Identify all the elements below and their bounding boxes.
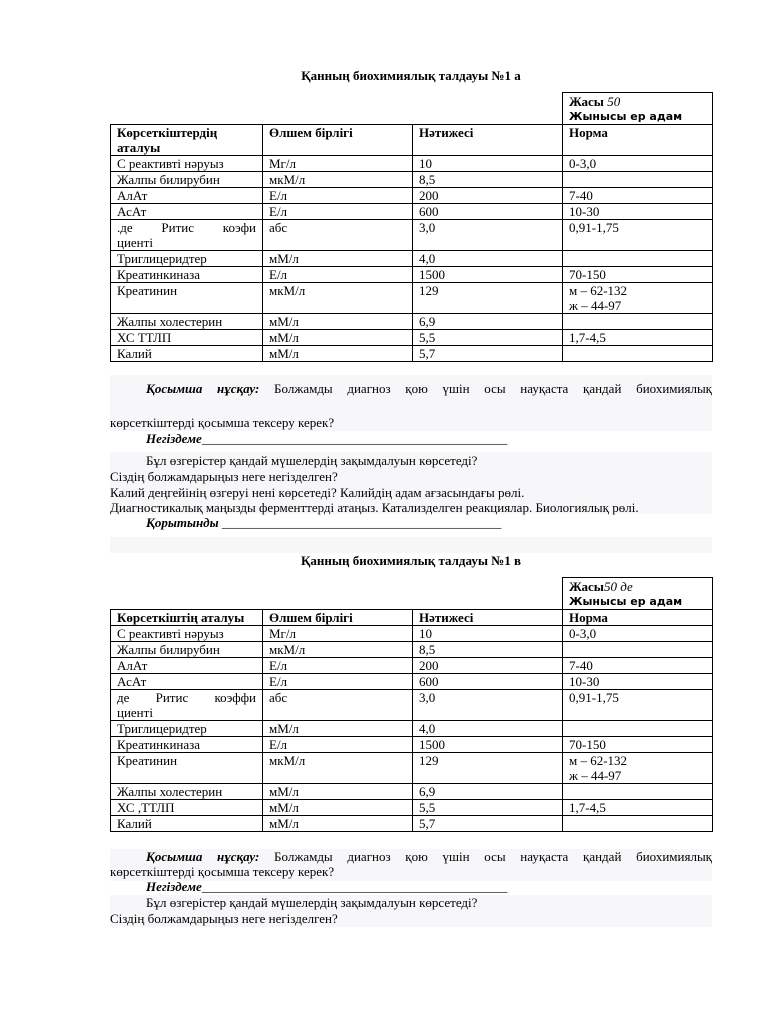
section-a-question-2: Сіздің болжамдарыңыз неге негізделген? [110, 469, 338, 484]
sex-field: Жынысы ер адам [569, 595, 683, 608]
table-row [111, 93, 713, 125]
section-b-table [110, 577, 713, 832]
section-a-task-cont: көрсеткіштерді қосымша тексеру керек? [110, 415, 335, 430]
norm: 7-40 [563, 658, 713, 674]
norm [563, 721, 713, 737]
norm: 0,91-1,75 [563, 690, 713, 721]
unit: Е/л [263, 204, 413, 220]
table-row [111, 578, 713, 610]
section-b-question-1: Бұл өзгерістер қандай мүшелердің зақымдалуын көрсетеді? [146, 895, 478, 910]
table-row [111, 156, 713, 172]
result: 6,9 [413, 314, 563, 330]
unit: мМ/л [263, 784, 413, 800]
norm: 7-40 [563, 188, 713, 204]
table-row [111, 204, 713, 220]
result: 129 [413, 283, 563, 314]
norm: 10-30 [563, 674, 713, 690]
table-row [111, 626, 713, 642]
result: 5,5 [413, 800, 563, 816]
norm [563, 642, 713, 658]
indicator-name: Триглицеридтер [111, 721, 263, 737]
unit: мкМ/л [263, 283, 413, 314]
indicator-name: ХС ,ТТЛП [111, 800, 263, 816]
table-row [111, 267, 713, 283]
norm: м – 62-132 ж – 44-97 [563, 283, 713, 314]
table-row [111, 816, 713, 832]
table-row [111, 800, 713, 816]
age-field: Жасы50 де [569, 579, 633, 594]
indicator-name: С реактивті нәруыз [111, 156, 263, 172]
age-field: Жасы 50 [569, 94, 621, 109]
result: 8,5 [413, 172, 563, 188]
table-row [111, 737, 713, 753]
indicator-name: Калий [111, 816, 263, 832]
norm: 0-3,0 [563, 156, 713, 172]
norm [563, 314, 713, 330]
unit: Мг/л [263, 156, 413, 172]
unit: абс [263, 220, 413, 251]
indicator-name: Жалпы холестерин [111, 314, 263, 330]
unit: мМ/л [263, 800, 413, 816]
indicator-name: С реактивті нәруыз [111, 626, 263, 642]
result: 10 [413, 156, 563, 172]
table-row [111, 690, 713, 721]
result: 3,0 [413, 220, 563, 251]
norm [563, 346, 713, 362]
header-norm: Норма [563, 125, 713, 156]
indicator-name: Жалпы билирубин [111, 172, 263, 188]
norm: 1,7-4,5 [563, 800, 713, 816]
table-row [111, 721, 713, 737]
indicator-name: АлАт [111, 188, 263, 204]
table-row [111, 220, 713, 251]
unit: мМ/л [263, 330, 413, 346]
table-row [111, 642, 713, 658]
norm: 1,7-4,5 [563, 330, 713, 346]
header-unit: Өлшем бірлігі [263, 610, 413, 626]
section-a-table [110, 92, 713, 362]
header-name: Көрсеткіштің аталуы [111, 610, 263, 626]
table-row [111, 330, 713, 346]
section-a-question-1: Бұл өзгерістер қандай мүшелердің зақымдалуын көрсетеді? [146, 453, 478, 468]
result: 129 [413, 753, 563, 784]
result: 600 [413, 674, 563, 690]
indicator-name: .де Ритис коэфи циенті [111, 220, 263, 251]
section-b-task: Қосымша нұсқау: Болжамды диагноз қою үшін осы науқаста қандай биохимиялық [146, 849, 712, 864]
table-row [111, 314, 713, 330]
indicator-name: Креатинкиназа [111, 737, 263, 753]
header-unit: Өлшем бірлігі [263, 125, 413, 156]
unit: мМ/л [263, 721, 413, 737]
section-b-title: Қанның биохимиялық талдауы №1 в [300, 553, 522, 568]
section-a-title: Қанның биохимиялық талдауы №1 а [301, 68, 521, 83]
indicator-name: Жалпы билирубин [111, 642, 263, 658]
norm [563, 172, 713, 188]
norm [563, 784, 713, 800]
unit: Е/л [263, 658, 413, 674]
result: 4,0 [413, 721, 563, 737]
table-header-row [111, 125, 713, 156]
unit: мкМ/л [263, 753, 413, 784]
section-b-task-cont: көрсеткіштерді қосымша тексеру керек? [110, 864, 335, 879]
indicator-name: Триглицеридтер [111, 251, 263, 267]
result: 200 [413, 188, 563, 204]
result: 1500 [413, 267, 563, 283]
header-name: Көрсеткіштердің аталуы [111, 125, 263, 156]
header-result: Нәтижесі [413, 125, 563, 156]
table-row [111, 753, 713, 784]
norm [563, 816, 713, 832]
unit: мМ/л [263, 251, 413, 267]
table-header-row [111, 610, 713, 626]
section-a-question-4: Диагностикалық маңызды ферменттерді атаңыз. Катализделген реакциялар. Биологиялық рөлі. [110, 500, 639, 515]
unit: Е/л [263, 267, 413, 283]
indicator-name: Жалпы холестерин [111, 784, 263, 800]
norm: м – 62-132 ж – 44-97 [563, 753, 713, 784]
sex-field: Жынысы ер адам [569, 110, 683, 123]
result: 1500 [413, 737, 563, 753]
norm: 0,91-1,75 [563, 220, 713, 251]
result: 5,5 [413, 330, 563, 346]
result: 600 [413, 204, 563, 220]
result: 5,7 [413, 816, 563, 832]
unit: Мг/л [263, 626, 413, 642]
indicator-name: де Ритис коэффи циенті [111, 690, 263, 721]
result: 10 [413, 626, 563, 642]
table-row [111, 283, 713, 314]
table-row [111, 188, 713, 204]
unit: Е/л [263, 674, 413, 690]
unit: абс [263, 690, 413, 721]
norm: 70-150 [563, 737, 713, 753]
table-row [111, 172, 713, 188]
result: 3,0 [413, 690, 563, 721]
indicator-name: Креатинин [111, 753, 263, 784]
section-a-task: Қосымша нұсқау: Болжамды диагноз қою үшін осы науқаста қандай биохимиялық [146, 381, 712, 396]
result: 8,5 [413, 642, 563, 658]
indicator-name: АсАт [111, 204, 263, 220]
section-a-basis: Негіздеме_______________________________________________ [146, 431, 508, 446]
result: 200 [413, 658, 563, 674]
indicator-name: АсАт [111, 674, 263, 690]
indicator-name: Калий [111, 346, 263, 362]
header-norm: Норма [563, 610, 713, 626]
indicator-name: ХС ТТЛП [111, 330, 263, 346]
norm [563, 251, 713, 267]
indicator-name: Креатинин [111, 283, 263, 314]
unit: Е/л [263, 737, 413, 753]
unit: мМ/л [263, 314, 413, 330]
header-result: Нәтижесі [413, 610, 563, 626]
indicator-name: Креатинкиназа [111, 267, 263, 283]
section-b-question-2: Сіздің болжамдарыңыз неге негізделген? [110, 911, 338, 926]
table-row [111, 346, 713, 362]
table-row [111, 251, 713, 267]
section-b-basis: Негіздеме_______________________________________________ [146, 879, 508, 894]
table-row [111, 658, 713, 674]
table-row [111, 674, 713, 690]
norm: 10-30 [563, 204, 713, 220]
norm: 0-3,0 [563, 626, 713, 642]
unit: мМ/л [263, 816, 413, 832]
indicator-name: АлАт [111, 658, 263, 674]
result: 5,7 [413, 346, 563, 362]
result: 4,0 [413, 251, 563, 267]
section-a-question-3: Калий деңгейінің өзгеруі нені көрсетеді? Калийдің адам ағзасындағы рөлі. [110, 485, 525, 500]
section-a-conclusion: Қорытынды ___________________________________________ [146, 515, 502, 530]
norm: 70-150 [563, 267, 713, 283]
table-row [111, 784, 713, 800]
unit: мМ/л [263, 346, 413, 362]
unit: мкМ/л [263, 642, 413, 658]
unit: мкМ/л [263, 172, 413, 188]
result: 6,9 [413, 784, 563, 800]
unit: Е/л [263, 188, 413, 204]
